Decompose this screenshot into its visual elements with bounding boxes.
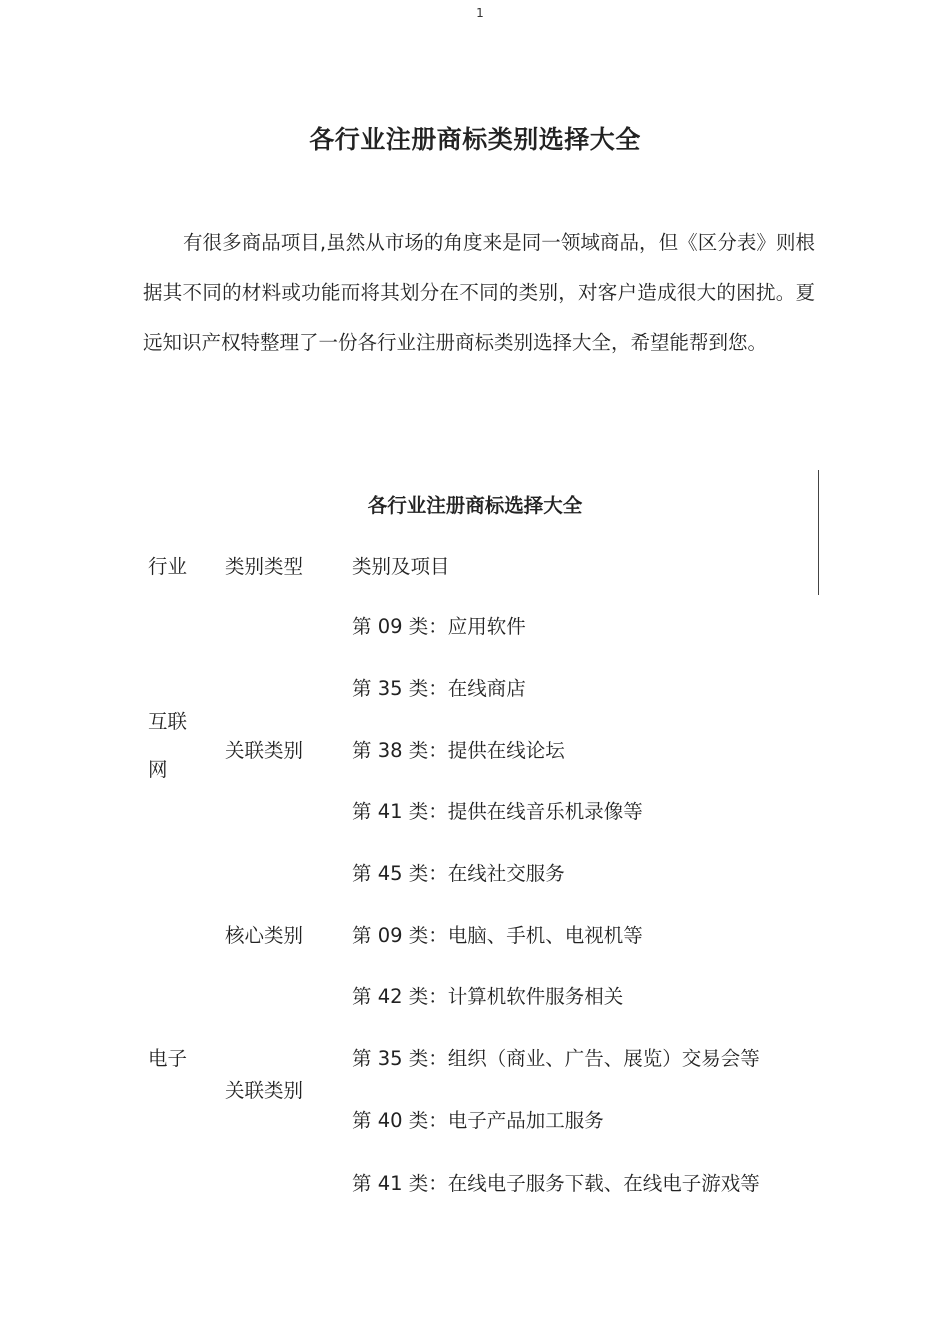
header-industry: 行业 bbox=[148, 555, 188, 578]
header-items: 类别及项目 bbox=[352, 555, 450, 578]
document-title: 各行业注册商标类别选择大全 bbox=[309, 125, 641, 154]
category-item: 第 09 类：应用软件 bbox=[352, 615, 526, 638]
intro-paragraph: 有很多商品项目,虽然从市场的角度来是同一领域商品，但《区分表》则根据其不同的材料或功能而将其划分在不同的类别，对客户造成很大的困扰。夏远知识产权特整理了一份各行业注册商标类别选择大全，希望能帮到您。 bbox=[143, 231, 815, 354]
vertical-rule bbox=[818, 470, 819, 595]
category-item: 第 09 类：电脑、手机、电视机等 bbox=[352, 924, 643, 947]
category-item: 第 38 类：提供在线论坛 bbox=[352, 739, 565, 762]
page-number: 1 bbox=[476, 6, 484, 20]
category-item: 第 45 类：在线社交服务 bbox=[352, 862, 565, 885]
category-type: 核心类别 bbox=[225, 924, 304, 947]
industry-internet bbox=[148, 698, 187, 794]
category-type: 关联类别 bbox=[225, 739, 304, 762]
category-item: 第 42 类：计算机软件服务相关 bbox=[352, 985, 624, 1008]
category-item: 第 35 类：组织（商业、广告、展览）交易会等 bbox=[352, 1047, 760, 1070]
industry-label-line: 网 bbox=[148, 758, 168, 781]
industry-electronics: 电子 bbox=[148, 1047, 188, 1070]
industry-label-line: 互联 bbox=[148, 710, 188, 733]
category-item: 第 40 类：电子产品加工服务 bbox=[352, 1109, 604, 1132]
table-title: 各行业注册商标选择大全 bbox=[367, 494, 583, 517]
category-item: 第 41 类：在线电子服务下载、在线电子游戏等 bbox=[352, 1172, 760, 1195]
category-item: 第 35 类：在线商店 bbox=[352, 677, 526, 700]
category-item: 第 41 类：提供在线音乐机录像等 bbox=[352, 800, 643, 823]
header-type: 类别类型 bbox=[225, 555, 304, 578]
category-type: 关联类别 bbox=[225, 1079, 304, 1102]
